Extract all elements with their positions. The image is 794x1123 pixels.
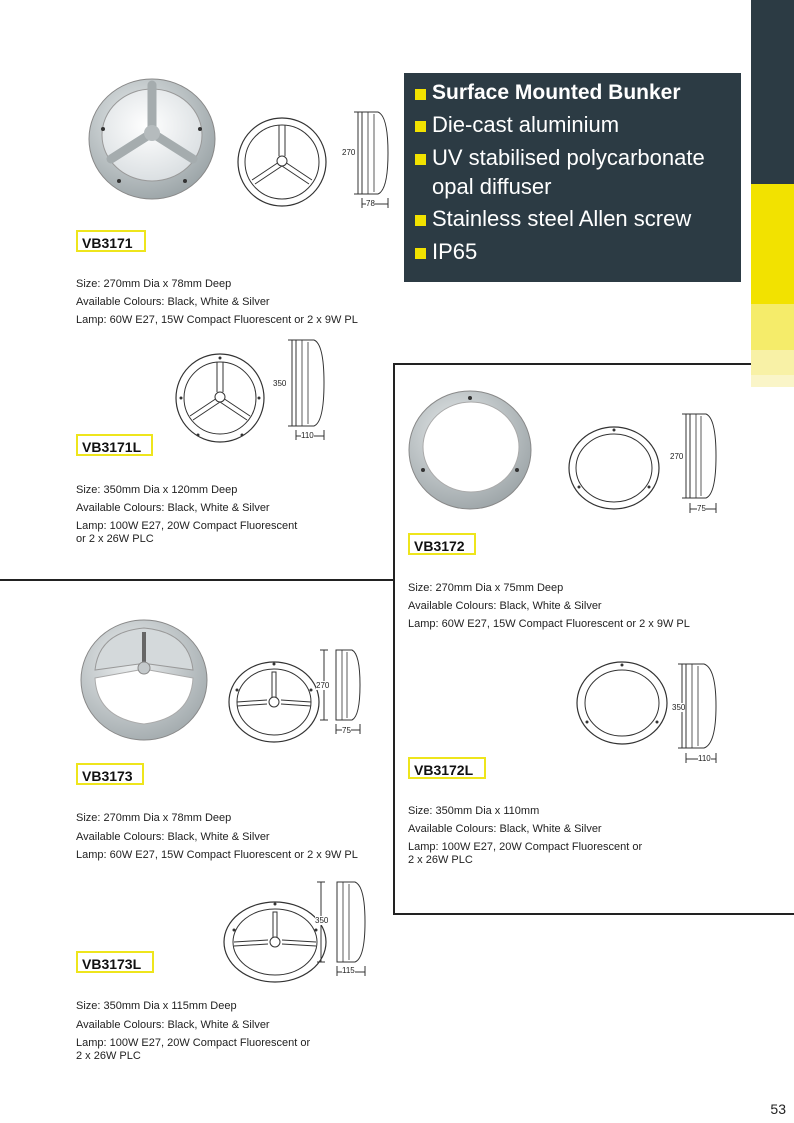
- vb3173l-colours: Available Colours: Black, White & Silver: [76, 1019, 270, 1031]
- vb3171-dim-depth: 78: [366, 199, 375, 208]
- vb3171l-size: Size: 350mm Dia x 120mm Deep: [76, 484, 238, 496]
- bullet-square-icon: [415, 215, 426, 226]
- vb3173l-specs: [76, 997, 310, 1063]
- vb3172-product-photo: [407, 390, 533, 512]
- vb3171-size: Size: 270mm Dia x 78mm Deep: [76, 278, 232, 290]
- vb3171l-dim-depth: 110: [301, 431, 314, 440]
- vb3173l-side-diagram: [315, 878, 375, 980]
- vb3172-code-label: VB3172: [408, 533, 476, 555]
- vb3171l-specs: [76, 481, 297, 546]
- vb3171l-dim-height: 350: [273, 379, 287, 388]
- divider-left: [0, 579, 395, 581]
- vb3173l-size: Size: 350mm Dia x 115mm Deep: [76, 1000, 237, 1012]
- vb3171-colours: Available Colours: Black, White & Silver: [76, 296, 270, 308]
- divider-bottom-right: [393, 913, 794, 915]
- vb3171-code-label: VB3171: [76, 230, 146, 252]
- vb3172l-dim-depth: 110: [698, 754, 711, 763]
- vb3173l-code-label: VB3173L: [76, 951, 154, 973]
- vb3171l-code-label: VB3171L: [76, 434, 153, 456]
- vb3171-dim-height: 270: [342, 148, 356, 157]
- vb3171-product-photo: [87, 77, 217, 201]
- feature-list-box: Surface Mounted Bunker Die-cast aluminium UV stabilised polycarbonate opal diffuser Stainless steel Allen screw IP65: [404, 73, 741, 282]
- vb3171-side-diagram: [340, 108, 395, 212]
- side-tab-yellow-pale: [751, 350, 794, 375]
- vb3173l-lamp-line2: 2 x 26W PLC: [76, 1050, 141, 1062]
- vb3172-colours: Available Colours: Black, White & Silver: [408, 600, 602, 612]
- vb3171-front-diagram: [235, 116, 329, 208]
- side-tab-yellow-faint: [751, 375, 794, 387]
- vb3171-specs: [76, 275, 358, 329]
- vb3173-side-diagram: [316, 646, 371, 738]
- vb3173l-lamp-line1: Lamp: 100W E27, 20W Compact Fluorescent or: [76, 1037, 311, 1049]
- vb3173-dim-height: 270: [316, 681, 330, 690]
- vb3173-product-photo: [79, 618, 209, 742]
- vb3173-specs: [76, 809, 358, 864]
- vb3171l-lamp-line2: or 2 x 26W PLC: [76, 533, 154, 545]
- vb3172-lamp: Lamp: 60W E27, 15W Compact Fluorescent or 2 x 9W PL: [408, 618, 690, 630]
- vb3173-code-label: VB3173: [76, 763, 144, 785]
- vb3171l-colours: Available Colours: Black, White & Silver: [76, 502, 270, 514]
- vb3172-specs: [408, 579, 690, 633]
- vb3172l-colours: Available Colours: Black, White & Silver: [408, 823, 602, 835]
- vb3173-front-diagram: [227, 660, 321, 744]
- vb3172l-code-label: VB3172L: [408, 757, 486, 779]
- vb3172l-lamp-line1: Lamp: 100W E27, 20W Compact Fluorescent or: [408, 841, 643, 853]
- vb3173l-dim-height: 350: [315, 916, 329, 925]
- side-tab-dark: [751, 0, 794, 184]
- vb3172l-specs: [408, 802, 642, 867]
- vb3172l-lamp-line2: 2 x 26W PLC: [408, 854, 473, 866]
- vb3173l-dim-depth: 115: [342, 966, 355, 975]
- vb3171l-side-diagram: [270, 336, 330, 444]
- vb3173-colours: Available Colours: Black, White & Silver: [76, 831, 270, 843]
- vb3172l-front-diagram: [575, 660, 669, 746]
- vb3172-front-diagram: [567, 425, 661, 511]
- bullet-square-icon: [415, 89, 426, 100]
- side-tab-yellow: [751, 184, 794, 304]
- vb3173-lamp: Lamp: 60W E27, 15W Compact Fluorescent or 2 x 9W PL: [76, 849, 358, 861]
- vb3172l-size: Size: 350mm Dia x 110mm: [408, 805, 540, 817]
- vb3171l-front-diagram: [173, 352, 267, 444]
- vb3173-size: Size: 270mm Dia x 78mm Deep: [76, 812, 232, 824]
- divider-vertical: [393, 363, 395, 915]
- bullet-square-icon: [415, 248, 426, 259]
- vb3173l-front-diagram: [222, 900, 328, 984]
- bullet-square-icon: [415, 154, 426, 165]
- vb3172-dim-height: 270: [670, 452, 684, 461]
- vb3172-size: Size: 270mm Dia x 75mm Deep: [408, 582, 564, 594]
- vb3173-dim-depth: 75: [342, 726, 351, 735]
- vb3171-lamp: Lamp: 60W E27, 15W Compact Fluorescent or 2 x 9W PL: [76, 314, 358, 326]
- vb3171l-lamp-line1: Lamp: 100W E27, 20W Compact Fluorescent: [76, 520, 298, 532]
- page-number: 53: [770, 1101, 786, 1117]
- bullet-square-icon: [415, 121, 426, 132]
- side-tab-yellow-light: [751, 304, 794, 350]
- vb3172-side-diagram: [668, 410, 723, 520]
- divider-top-right: [393, 363, 751, 365]
- vb3172-dim-depth: 75: [697, 504, 706, 513]
- vb3172l-dim-height: 350: [672, 703, 686, 712]
